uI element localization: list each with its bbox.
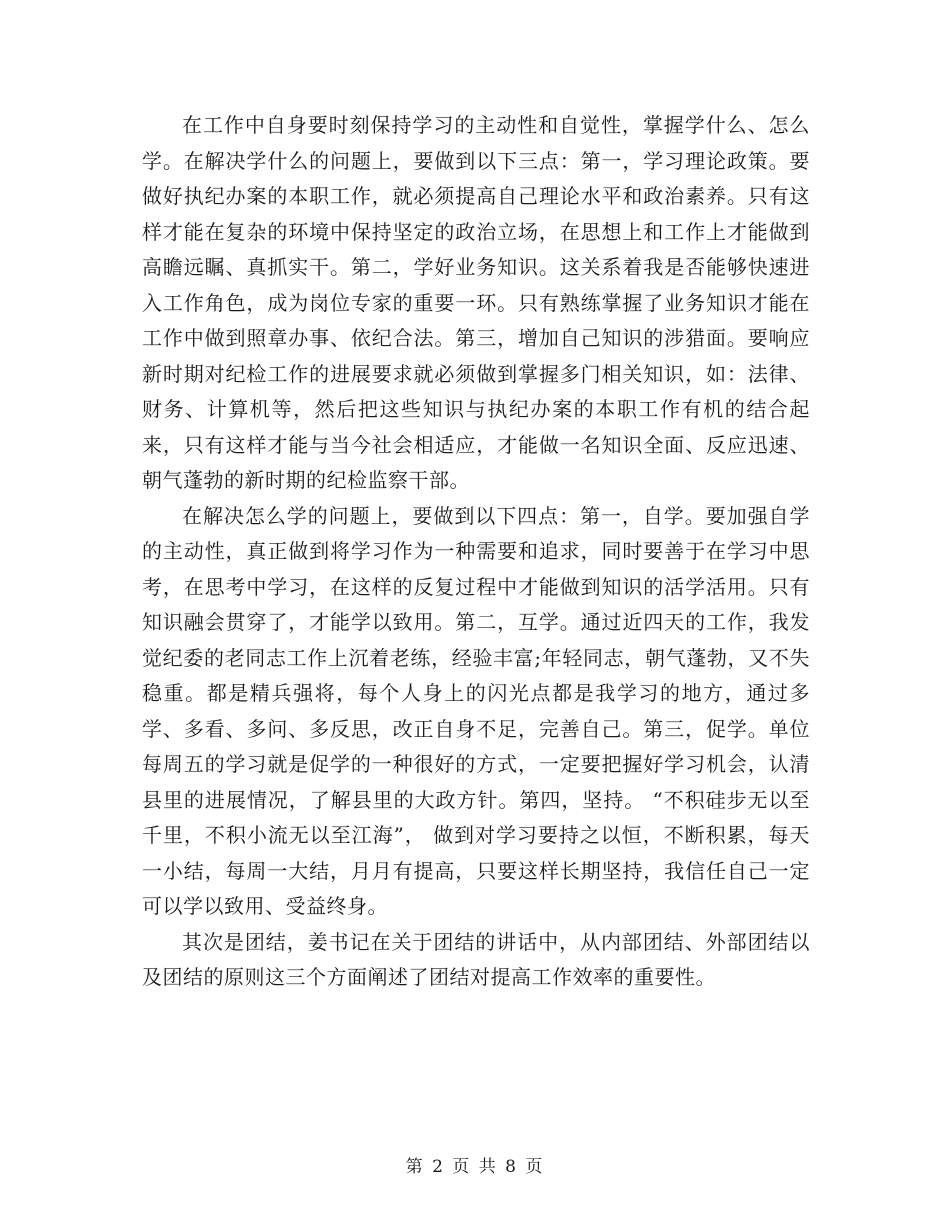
page-number-footer: 第 2 页 共 8 页	[405, 1157, 545, 1177]
document-body	[142, 108, 810, 996]
paragraph-unity: 其次是团结，姜书记在关于团结的讲话中，从内部团结、外部团结以及团结的原则这三个方面阐述了团结对提高工作效率的重要性。	[142, 929, 810, 989]
paragraph-study-what: 在工作中自身要时刻保持学习的主动性和自觉性，掌握学什么、怎么学。在解决学什么的问题上，要做到以下三点：第一，学习理论政策。要做好执纪办案的本职工作，就必须提高自己理论水平和政治素养。只有这样才能在复杂的环境中保持坚定的政治立场，在思想上和工作上才能做到高瞻远瞩、真抓实干。第二，学好业务知识。这关系着我是否能够快速进入工作角色，成为岗位专家的重要一环。只有熟练掌握了业务知识才能在工作中做到照章办事、依纪合法。第三，增加自己知识的涉猎面。要响应新时期对纪检工作的进展要求就必须做到掌握多门相关知识，如：法律、财务、计算机等，然后把这些知识与执纪办案的本职工作有机的结合起来，只有这样才能与当今社会相适应，才能做一名知识全面、反应迅速、朝气蓬勃的新时期的纪检监察干部。	[142, 113, 810, 492]
paragraph-study-how: 在解决怎么学的问题上，要做到以下四点：第一，自学。要加强自学的主动性，真正做到将学习作为一种需要和追求，同时要善于在学习中思考，在思考中学习，在这样的反复过程中才能做到知识的活学活用。只有知识融会贯穿了，才能学以致用。第二，互学。通过近四天的工作，我发觉纪委的老同志工作上沉着老练，经验丰富;年轻同志，朝气蓬勃，又不失稳重。都是精兵强将，每个人身上的闪光点都是我学习的地方，通过多学、多看、多问、多反思，改正自身不足，完善自己。第三，促学。单位每周五的学习就是促学的一种很好的方式，一定要把握好学习机会，认清县里的进展情况，了解县里的大政方针。第四，坚持。 “不积硅步无以至千里，不积小流无以至江海”， 做到对学习要持之以恒，不断积累，每天一小结，每周一大结，月月有提高，只要这样长期坚持，我信任自己一定可以学以致用、受益终身。	[142, 503, 810, 918]
